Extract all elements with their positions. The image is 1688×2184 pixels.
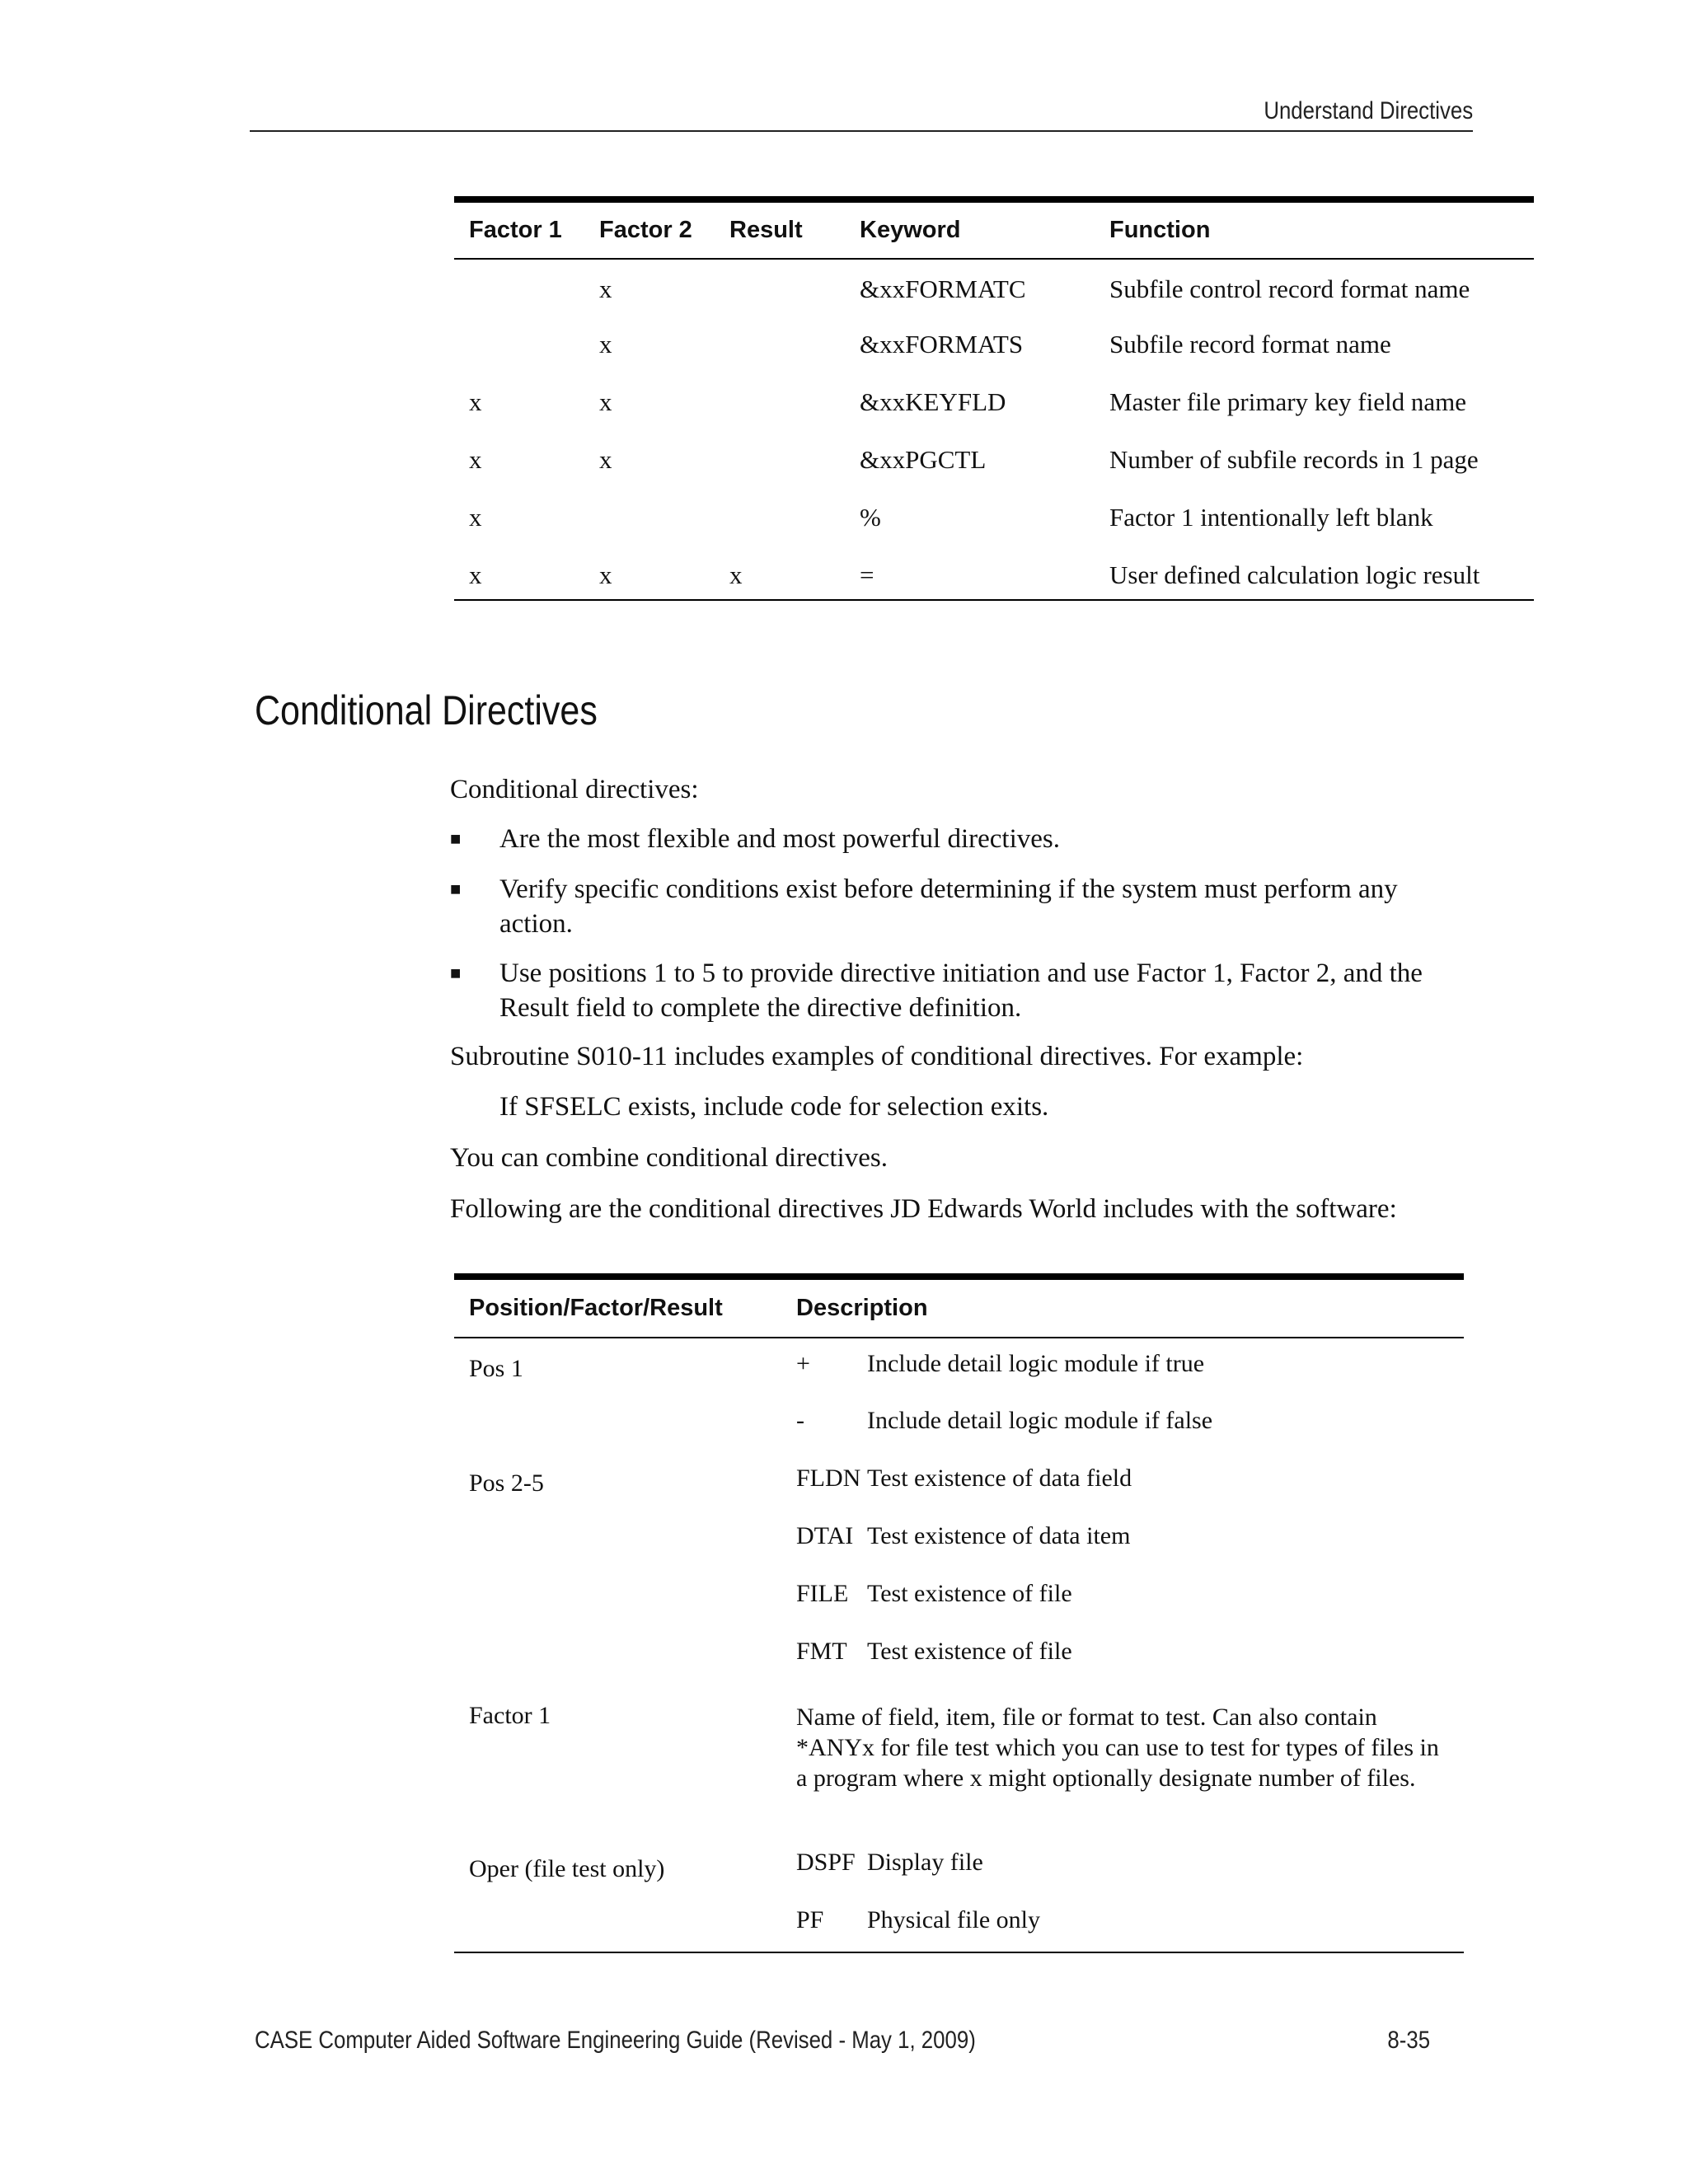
desc-text: Include detail logic module if true bbox=[867, 1350, 1205, 1377]
cell: x bbox=[599, 387, 612, 416]
square-bullet-icon: ■ bbox=[450, 879, 462, 899]
running-header: Understand Directives bbox=[1264, 97, 1473, 124]
desc-text: Test existence of file bbox=[867, 1638, 1072, 1665]
cell: Factor 1 intentionally left blank bbox=[1109, 503, 1433, 532]
desc-cell bbox=[781, 1626, 1464, 1687]
col-factor2: Factor 2 bbox=[584, 199, 715, 259]
code: FILE bbox=[796, 1580, 849, 1607]
cell: Master file primary key field name bbox=[1109, 387, 1466, 416]
cell: x bbox=[715, 547, 845, 600]
table-row bbox=[454, 1338, 1464, 1395]
header-rule bbox=[250, 130, 1473, 132]
desc-cell bbox=[781, 1840, 1464, 1898]
row-label bbox=[454, 1898, 781, 1952]
table-row bbox=[454, 547, 1534, 600]
desc-text: Test existence of file bbox=[867, 1580, 1072, 1607]
row-label: Oper (file test only) bbox=[469, 1855, 665, 1882]
table-row bbox=[454, 1898, 1464, 1952]
cell: &xxPGCTL bbox=[860, 445, 987, 474]
code: DSPF bbox=[796, 1849, 856, 1876]
cell: x bbox=[599, 274, 612, 303]
table-row bbox=[454, 259, 1534, 316]
col-function: Function bbox=[1095, 199, 1534, 259]
desc-text: Test existence of data field bbox=[867, 1465, 1132, 1492]
table-row bbox=[454, 1453, 1464, 1511]
cell: Subfile record format name bbox=[1109, 330, 1391, 359]
col-position: Position/Factor/Result bbox=[454, 1277, 781, 1338]
table-row bbox=[454, 1626, 1464, 1687]
cell: User defined calculation logic result bbox=[1095, 547, 1534, 600]
table-row bbox=[454, 490, 1534, 547]
footer-title: CASE Computer Aided Software Engineering Guide (Revised - May 1, 2009) bbox=[255, 2027, 976, 2054]
cell: x bbox=[454, 547, 584, 600]
desc-text: Physical file only bbox=[867, 1906, 1040, 1933]
cell: x bbox=[469, 387, 482, 416]
row-label: Pos 1 bbox=[469, 1355, 523, 1382]
table-row bbox=[454, 1511, 1464, 1568]
code: - bbox=[796, 1407, 804, 1434]
cell: &xxFORMATS bbox=[860, 330, 1024, 359]
code: DTAI bbox=[796, 1522, 854, 1549]
col-description: Description bbox=[781, 1277, 1464, 1338]
row-label bbox=[454, 1511, 781, 1568]
cell bbox=[715, 259, 845, 316]
col-factor1: Factor 1 bbox=[454, 199, 584, 259]
desc-cell bbox=[781, 1395, 1464, 1453]
cell bbox=[715, 316, 845, 374]
bullet-text: Use positions 1 to 5 to provide directive initiation and use Factor 1, Factor 2, and the Result field to complete the directive definition. bbox=[499, 958, 1423, 1023]
bullet-text: Verify specific conditions exist before determining if the system must perform any action. bbox=[499, 874, 1398, 939]
square-bullet-icon: ■ bbox=[450, 963, 462, 983]
table-row bbox=[454, 1840, 1464, 1898]
desc-cell bbox=[781, 1453, 1464, 1511]
desc-cell bbox=[781, 1898, 1464, 1952]
page-number: 8-35 bbox=[1387, 2027, 1430, 2054]
section-heading: Conditional Directives bbox=[255, 687, 598, 733]
keyword-table bbox=[454, 196, 1534, 601]
desc-text: Test existence of data item bbox=[867, 1522, 1131, 1549]
col-result: Result bbox=[715, 199, 845, 259]
row-label: Factor 1 bbox=[469, 1702, 551, 1729]
conditional-directives-table bbox=[454, 1273, 1464, 1953]
cell: &xxFORMATC bbox=[860, 274, 1026, 303]
code: FMT bbox=[796, 1638, 847, 1665]
desc-cell bbox=[781, 1338, 1464, 1395]
desc-text: Include detail logic module if false bbox=[867, 1407, 1213, 1434]
cell: Number of subfile records in 1 page bbox=[1109, 445, 1479, 474]
table-row bbox=[454, 374, 1534, 432]
cell: x bbox=[584, 547, 715, 600]
row-label bbox=[454, 1568, 781, 1626]
cell bbox=[454, 259, 584, 316]
code: PF bbox=[796, 1906, 824, 1933]
col-keyword: Keyword bbox=[845, 199, 1095, 259]
table-row bbox=[454, 432, 1534, 490]
cell: x bbox=[599, 330, 612, 359]
combine-paragraph: You can combine conditional directives. bbox=[450, 1143, 888, 1173]
desc-cell: Name of field, item, file or format to test. Can also contain *ANYx for file test which you can use to test for types of files in a program where x might optionally designate number of files. bbox=[796, 1704, 1439, 1792]
cell: x bbox=[469, 503, 482, 532]
intro-paragraph: Conditional directives: bbox=[450, 775, 699, 804]
following-paragraph: Following are the conditional directives JD Edwards World includes with the software: bbox=[450, 1194, 1397, 1224]
table-row bbox=[454, 1568, 1464, 1626]
cell: = bbox=[845, 547, 1095, 600]
table-header-row bbox=[454, 199, 1534, 259]
bullet-text: Are the most flexible and most powerful directives. bbox=[499, 824, 1060, 854]
cell: x bbox=[469, 445, 482, 474]
cell bbox=[454, 316, 584, 374]
cell: &xxKEYFLD bbox=[860, 387, 1006, 416]
square-bullet-icon: ■ bbox=[450, 828, 462, 849]
table-row bbox=[454, 1687, 1464, 1840]
row-label bbox=[454, 1626, 781, 1687]
table-row bbox=[454, 1395, 1464, 1453]
desc-cell bbox=[781, 1568, 1464, 1626]
code: + bbox=[796, 1350, 810, 1377]
desc-text: Display file bbox=[867, 1849, 983, 1876]
cell bbox=[715, 374, 845, 432]
cell: % bbox=[860, 503, 881, 532]
table-header-row bbox=[454, 1277, 1464, 1338]
desc-cell bbox=[781, 1511, 1464, 1568]
code: FLDN bbox=[796, 1465, 861, 1492]
example-text: If SFSELC exists, include code for selection exits. bbox=[499, 1092, 1049, 1122]
cell bbox=[584, 490, 715, 547]
table-row bbox=[454, 316, 1534, 374]
example-intro: Subroutine S010-11 includes examples of conditional directives. For example: bbox=[450, 1042, 1304, 1071]
cell bbox=[715, 490, 845, 547]
cell: x bbox=[599, 445, 612, 474]
cell bbox=[715, 432, 845, 490]
row-label: Pos 2-5 bbox=[469, 1469, 544, 1497]
cell: Subfile control record format name bbox=[1109, 274, 1470, 303]
row-label bbox=[454, 1395, 781, 1453]
